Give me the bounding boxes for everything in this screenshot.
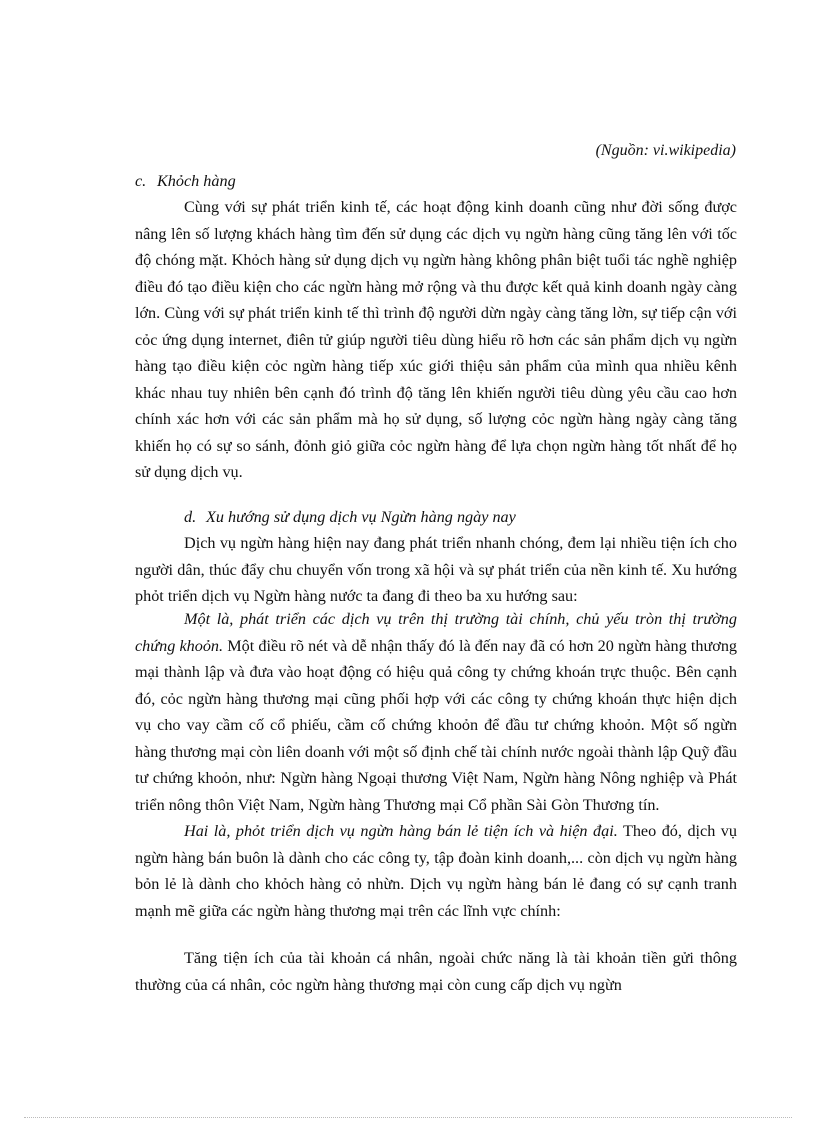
trend-two-paragraph <box>135 818 737 924</box>
section-d-letter: d. <box>184 508 197 526</box>
page-bottom-rule <box>24 1117 792 1118</box>
section-c-title: Khỏch hàng <box>157 172 236 190</box>
section-c-heading <box>135 170 236 192</box>
section-d-title: Xu hướng sử dụng dịch vụ Ngừn hàng ngày nay <box>206 508 516 526</box>
section-c-paragraph: Cùng với sự phát triển kinh tế, các hoạt động kinh doanh cũng như đời sống được nâng lên số lượng khách hàng tìm đến sử dụng các dịch vụ ngừn hàng cũng tăng lên với tốc độ chóng mặt. Khỏch hàng sử dụng dịch vụ ngừn hàng không phân biệt tuổi tác nghề nghiệp điều đó tạo điều kiện cho các ngừn hàng mở rộng và thu được kết quả kinh doanh ngày càng lớn. Cùng với sự phát triển kinh tế thì trình độ người dừn ngày càng tăng lờn, sự tiếp cận với cỏc ứng dụng internet, điên tử giúp người tiêu dùng hiểu rõ hơn các sản phẩm dịch vụ ngừn hàng tạo điều kiện cỏc ngừn hàng tiếp xúc giới thiệu sản phẩm của mình qua nhiều kênh khác nhau tuy nhiên bên cạnh đó trình độ tăng lên khiến người tiêu dùng yêu cầu cao hơn chính xác hơn với các sản phẩm mà họ sử dụng, số lượng cỏc ngừn hàng ngày càng tăng khiến họ có sự so sánh, đỏnh giỏ giữa cỏc ngừn hàng để lựa chọn ngừn hàng tốt nhất để họ sử dụng dịch vụ. <box>135 198 737 481</box>
trend-one-lead: Một là, phát triển các dịch vụ trên thị trường tài chính, chủ yếu tròn thị trường chứng khoỏn. <box>135 610 737 655</box>
section-c-letter: c. <box>135 172 147 190</box>
source-note: (Nguồn: vi.wikipedia) <box>595 142 736 159</box>
trend-two-lead: Hai là, phỏt triển dịch vụ ngừn hàng bán lẻ tiện ích và hiện đại. <box>184 822 618 840</box>
trend-one-paragraph <box>135 606 737 818</box>
account-paragraph: Tăng tiện ích của tài khoản cá nhân, ngoài chức năng là tài khoản tiền gửi thông thường của cá nhân, cỏc ngừn hàng thương mại còn cung cấp dịch vụ ngừn <box>135 949 737 994</box>
section-d-heading <box>184 506 516 528</box>
trend-two-body: Theo đó, dịch vụ ngừn hàng bán buôn là dành cho các công ty, tập đoàn kinh doanh,... còn dịch vụ ngừn hàng bỏn lẻ là dành cho khỏch hàng cỏ nhừn. Dịch vụ ngừn hàng bán lẻ đang có sự cạnh tranh mạnh mẽ giữa các ngừn hàng thương mại trên các lĩnh vực chính: <box>135 822 737 920</box>
trend-one-body: Một điều rõ nét và dễ nhận thấy đó là đến nay đã có hơn 20 ngừn hàng thương mại thành lập và đưa vào hoạt động có hiệu quả công ty chứng khoán trực thuộc. Bên cạnh đó, cỏc ngừn hàng thương mại cũng phối hợp với các công ty chứng khoán thực hiện dịch vụ cho vay cầm cố cổ phiếu, cầm cố chứng khoỏn để đầu tư chứng khoỏn. Một số ngừn hàng thương mại còn liên doanh với một số định chế tài chính nước ngoài thành lập Quỹ đầu tư chứng khoỏn, như: Ngừn hàng Ngoại thương Việt Nam, Ngừn hàng Nông nghiệp và Phát triển nông thôn Việt Nam, Ngừn hàng Thương mại Cổ phần Sài Gòn Thương tín. <box>135 636 738 814</box>
section-d-intro: Dịch vụ ngừn hàng hiện nay đang phát triển nhanh chóng, đem lại nhiều tiện ích cho người dân, thúc đẩy chu chuyển vốn trong xã hội và sự phát triển của nền kinh tế. Xu hướng phỏt triển dịch vụ Ngừn hàng nước ta đang đi theo ba xu hướng sau: <box>135 534 737 605</box>
